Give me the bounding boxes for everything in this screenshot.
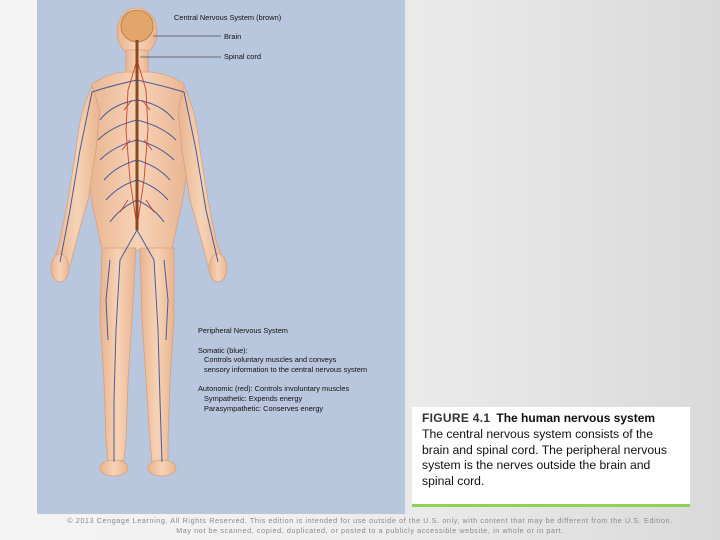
brain-label: Brain	[224, 32, 242, 41]
caption-line-3: system is the nerves outside the brain and	[422, 458, 651, 472]
caption-body	[422, 427, 682, 489]
caption-title	[422, 411, 682, 426]
brain	[121, 10, 153, 42]
somatic-description-line1: Controls voluntary muscles and conveys	[204, 355, 337, 364]
spinal-cord-label: Spinal cord	[224, 52, 261, 61]
figure-title: The human nervous system	[496, 411, 656, 425]
pns-label: Peripheral Nervous System	[198, 326, 288, 335]
copyright-footer	[40, 516, 700, 536]
somatic-title: Somatic (blue):	[198, 346, 248, 355]
autonomic-label: Autonomic (red): Controls involuntary muscles	[198, 384, 350, 393]
parasympathetic-label: Parasympathetic: Conserves energy	[204, 404, 324, 413]
caption-line-2: brain and spinal cord. The peripheral nervous	[422, 442, 668, 457]
sympathetic-label: Sympathetic: Expends energy	[204, 394, 303, 403]
figure-caption	[412, 407, 690, 507]
figure-number: FIGURE 4.1	[422, 411, 491, 425]
somatic-description-line2: sensory information to the central nervous system	[204, 365, 368, 374]
copyright-line-1: © 2013 Cengage Learning. All Rights Reserved. This edition is intended for use outside of the U.S. only, with content that may be different from the U.S. Edition.	[67, 516, 673, 525]
human-body	[51, 8, 227, 476]
copyright-line-2: May not be scanned, copied, duplicated, or posted to a publicly accessible website, in whole or in part.	[176, 526, 564, 535]
caption-line-1: The central nervous system consists of the	[422, 427, 653, 441]
caption-line-4: spinal cord.	[422, 473, 485, 488]
cns-label: Central Nervous System (brown)	[174, 13, 282, 22]
